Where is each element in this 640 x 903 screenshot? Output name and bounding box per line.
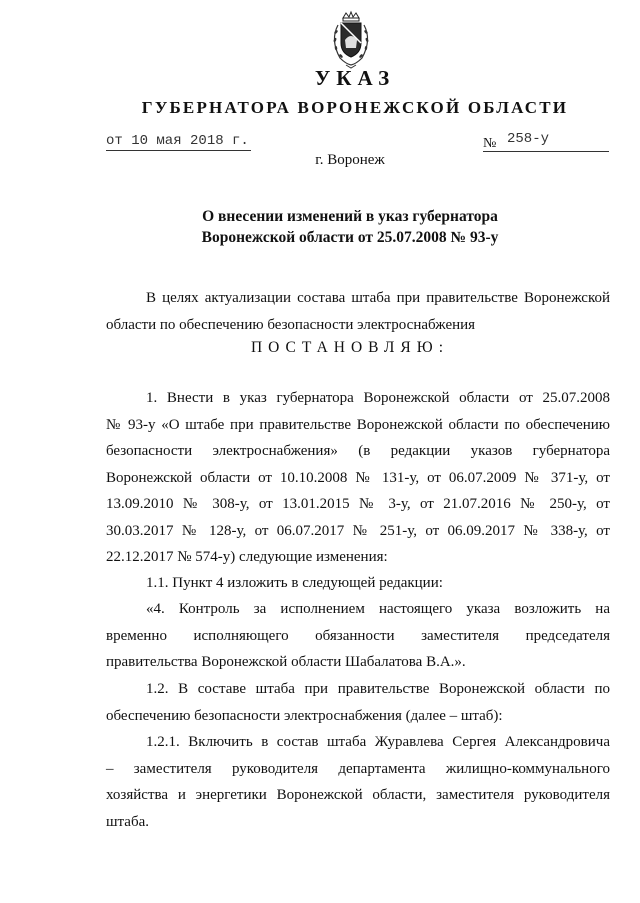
document-date	[106, 133, 251, 149]
paragraph-line: хозяйства и энергетики Воронежской области, заместителя руководителя	[106, 787, 610, 803]
document-number	[483, 133, 609, 152]
paragraph-line: 13.09.2010 № 308-у, от 13.01.2015 № 3-у, от 21.07.2016 № 250-у, от	[106, 496, 610, 512]
paragraph-line: 1.2. В составе штаба при правительстве Воронежской области по	[146, 681, 610, 697]
item-1-paragraph	[106, 385, 610, 571]
paragraph-line: «4. Контроль за исполнением настоящего указа возложить на	[146, 601, 610, 617]
paragraph-line: – заместителя руководителя департамента жилищно-коммунального	[106, 760, 610, 777]
city-label: г. Воронеж	[315, 152, 385, 168]
paragraph-line: правительства Воронежской области Шабалатова В.А.».	[106, 654, 466, 670]
item-1-2-paragraph	[106, 676, 610, 729]
paragraph-line: 1.1. Пункт 4 изложить в следующей редакции:	[146, 575, 443, 591]
paragraph-line: № 93-у «О штабе при правительстве Воронежской области по обеспечению	[106, 416, 610, 433]
paragraph-line: 1.2.1. Включить в состав штаба Журавлева Сергея Александровича	[146, 734, 610, 750]
date-value: от 10 мая 2018 г.	[106, 133, 249, 149]
paragraph-line: Воронежской области от 10.10.2008 № 131-у, от 06.07.2009 № 371-у, от	[106, 469, 610, 486]
item-1-1-paragraph	[106, 596, 610, 676]
item-1-2-1-paragraph	[106, 729, 610, 835]
item-1-1-heading	[106, 570, 610, 597]
paragraph-line: области по обеспечению безопасности электроснабжения	[106, 316, 476, 333]
decree-word: ПОСТАНОВЛЯЮ:	[250, 339, 450, 356]
paragraph-line: обеспечению безопасности электроснабжения (далее – штаб):	[106, 707, 503, 724]
number-value: 258-у	[507, 131, 550, 147]
number-sign: №	[483, 136, 497, 151]
document-title: УКАЗ	[314, 66, 396, 90]
paragraph-line: 1. Внести в указ губернатора Воронежской области от 25.07.2008	[146, 390, 610, 406]
paragraph-line: штаба.	[106, 813, 149, 830]
paragraph-line: безопасности электроснабжения» (в редакции указов губернатора	[106, 443, 610, 459]
paragraph-line: 30.03.2017 № 128-у, от 06.07.2017 № 251-у, от 06.09.2017 № 338-у, от	[106, 522, 610, 539]
preamble-paragraph	[106, 285, 610, 338]
paragraph-line: временно исполняющего обязанности заместителя председателя	[106, 627, 610, 644]
document-subtitle: ГУБЕРНАТОРА ВОРОНЕЖСКОЙ ОБЛАСТИ	[141, 98, 569, 117]
paragraph-line: В целях актуализации состава штаба при правительстве Воронежской	[146, 290, 610, 306]
subject-line: Воронежской области от 25.07.2008 № 93-у	[201, 229, 499, 246]
coat-of-arms-emblem	[326, 10, 376, 70]
paragraph-line: 22.12.2017 № 574-у) следующие изменения:	[106, 549, 388, 565]
subject-line: О внесении изменений в указ губернатора	[202, 208, 498, 225]
document-subject	[30, 206, 640, 248]
